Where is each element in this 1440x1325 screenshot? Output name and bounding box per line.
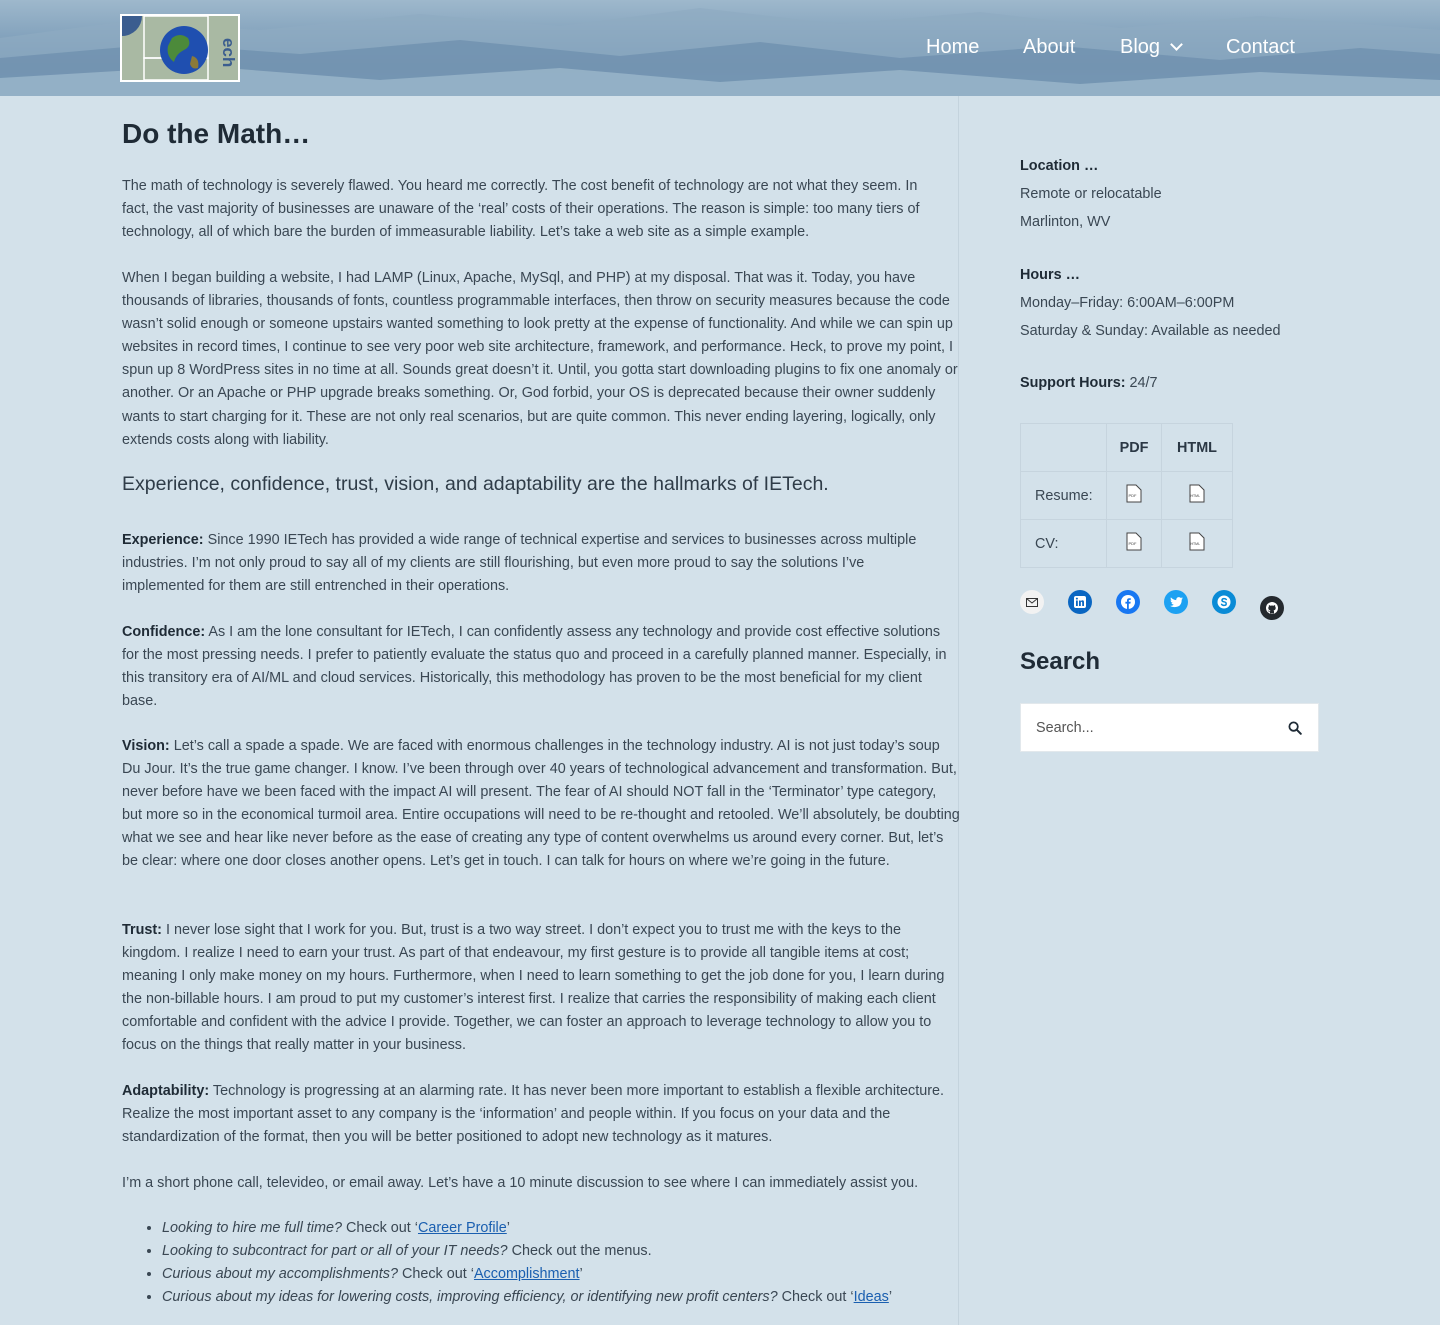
skype-icon[interactable] <box>1212 590 1236 614</box>
list-item <box>162 1263 892 1286</box>
adaptability-label: Adaptability: <box>122 1083 210 1099</box>
list-item-text: Check out ‘ <box>341 1220 418 1236</box>
svg-text:HTML: HTML <box>1190 542 1201 546</box>
cv-row-label: CV: <box>1021 520 1107 568</box>
svg-text:PDF: PDF <box>1128 493 1137 498</box>
resume-pdf-cell <box>1107 472 1162 520</box>
adaptability-paragraph <box>122 1080 960 1149</box>
table-corner-cell <box>1021 424 1107 472</box>
ideas-link[interactable]: Ideas <box>853 1289 889 1306</box>
trust-text: I never lose sight that I work for you. But, trust is a two way street. I don’t expect you to trust me with the keys to the kingdom. I realize I need to earn your trust. As part of that endeavour, my first gesture is to provide all tangible items at cost; meaning I only make money on my hours. Furthermore, when I need to learn something to get the job done for you, I learn during the non-billable hours. I am proud to put my customer’s interest first. I realize that carries the responsibility of making each client comfortable and confident with the advice I provide. Together, we can foster an approach to leverage technology to allow you to focus on the things that really matter in your business. <box>122 922 945 1054</box>
intro-paragraph: The math of technology is severely flawed. You heard me correctly. The cost benefit of technology are not what they seem. In fact, the vast majority of businesses are unaware of the ‘real’ costs of their operations. The reason is simple: too many tiers of technology, all of which bare the burden of immeasurable liability. Let’s take a web site as a simple example. <box>122 178 920 241</box>
accomplishment-link[interactable]: Accomplishment <box>473 1266 580 1283</box>
page-title: Do the Math… <box>122 118 311 149</box>
resume-row-label: Resume: <box>1021 472 1107 520</box>
cv-html-cell <box>1162 520 1233 568</box>
table-row <box>1021 520 1233 568</box>
site-header <box>0 0 1440 96</box>
hours-label: Hours … <box>1020 267 1080 283</box>
experience-label: Experience: <box>122 532 204 548</box>
hours-line1: Monday–Friday: 6:00AM–6:00PM <box>1020 295 1235 311</box>
nav-blog-label: Blog <box>1120 36 1161 58</box>
list-item-text: ’ <box>506 1220 510 1236</box>
search-heading: Search <box>1020 648 1101 675</box>
support-hours-label: Support Hours: <box>1020 375 1126 391</box>
list-item <box>162 1217 892 1240</box>
chevron-down-icon <box>1170 38 1183 51</box>
resume-pdf-icon[interactable] <box>1126 484 1142 503</box>
site-logo[interactable] <box>120 14 240 82</box>
resume-html-icon[interactable] <box>1189 484 1205 503</box>
lamp-paragraph: When I began building a website, I had LAMP (Linux, Apache, MySql, and PHP) at my disposal. That was it. Today, you have thousands of libraries, thousands of fonts, countless programmable interfaces, then throw on security measures because the code wasn’t solid enough or someone upstairs wanted something to look pretty at the expense of functionality. And while we can spin up websites in record times, I continue to see very poor web site architecture, framework, and performance. Heck, to prove my point, I spun up 8 WordPress sites in no time at all. Sounds great doesn’t it. Until, you gotta start downloading plugins to fix one anomaly or another. Or an Apache or PHP upgrade breaks something. Or, God forbid, your OS is deprecated because their owner suddenly wants to start charging for it. These are not only real scenarios, but are quite common. This never ending layering, logically, only extends costs along with liability. <box>122 270 958 448</box>
twitter-icon[interactable] <box>1164 590 1188 614</box>
cv-pdf-cell <box>1107 520 1162 568</box>
documents-table <box>1020 423 1233 568</box>
search-form <box>1020 703 1319 752</box>
list-item-question: Looking to subcontract for part or all of your IT needs? <box>162 1243 508 1260</box>
hours-line2: Saturday & Sunday: Available as needed <box>1020 323 1281 339</box>
search-icon[interactable] <box>1288 721 1302 735</box>
cv-html-icon[interactable] <box>1189 532 1205 551</box>
list-item-question: Curious about my ideas for lowering costs, improving efficiency, or identifying new profit centers? <box>162 1289 778 1306</box>
career-profile-link[interactable]: Career Profile <box>417 1220 507 1236</box>
experience-paragraph <box>122 529 932 598</box>
confidence-label: Confidence: <box>122 624 206 640</box>
svg-text:HTML: HTML <box>1190 494 1201 498</box>
cv-pdf-icon[interactable] <box>1126 532 1142 551</box>
experience-text: Since 1990 IETech has provided a wide range of technical expertise and services to businesses across multiple industries. I’m not only proud to say all of my clients are still flourishing, but even more proud to say the solutions I’ve implemented for them are still entrenched in their operations. <box>122 532 917 595</box>
list-item <box>162 1286 892 1309</box>
location-heading <box>1020 158 1098 174</box>
adaptability-text: Technology is progressing at an alarming rate. It has never been more important to establish a flexible architecture. Realize the most important asset to any company is the ‘information’ and people within. If you focus on your data and the standardization of the format, then you will be better positioned to adopt new technology as it matures. <box>122 1083 945 1146</box>
nav-contact[interactable]: Contact <box>1226 36 1295 58</box>
support-hours <box>1020 375 1158 391</box>
resume-html-cell <box>1162 472 1233 520</box>
html-column-header: HTML <box>1162 424 1233 472</box>
list-item-text: Check out ‘ <box>397 1266 474 1283</box>
linkedin-icon[interactable] <box>1068 590 1092 614</box>
nav-blog[interactable] <box>1120 36 1181 59</box>
list-item-question: Looking to hire me full time? <box>162 1220 342 1236</box>
hallmarks-heading: Experience, confidence, trust, vision, and adaptability are the hallmarks of IETech. <box>122 473 829 495</box>
list-item-text: Check out ‘ <box>777 1289 854 1306</box>
list-item-text: Check out the menus. <box>507 1243 652 1260</box>
email-icon[interactable] <box>1020 590 1044 614</box>
table-header-row <box>1021 424 1233 472</box>
vision-label: Vision: <box>122 738 170 754</box>
location-line2: Marlinton, WV <box>1020 214 1111 230</box>
logo-letters: ech <box>219 38 238 68</box>
location-label: Location … <box>1020 158 1099 174</box>
nav-about[interactable]: About <box>1023 36 1076 58</box>
call-to-action-list <box>162 1217 892 1309</box>
github-icon[interactable] <box>1260 596 1284 620</box>
list-item-text: ’ <box>579 1266 583 1283</box>
list-item-text: ’ <box>888 1289 893 1306</box>
pdf-column-header: PDF <box>1107 424 1162 472</box>
location-line1: Remote or relocatable <box>1020 186 1162 202</box>
closing-paragraph: I’m a short phone call, televideo, or email away. Let’s have a 10 minute discussion to see where I can immediately assist you. <box>122 1175 919 1191</box>
hours-heading <box>1020 267 1080 283</box>
trust-label: Trust: <box>122 922 162 938</box>
list-item <box>162 1240 892 1263</box>
vision-text: Let’s call a spade a spade. We are faced with enormous challenges in the technology industry. AI is not just today’s soup Du Jour. It’s the true game changer. I know. I’ve been through over 40 years of technological advancement and transformation. But, never before have we been faced with the impact AI will present. The fear of AI should NOT fall in the ‘Terminator’ type category, but more so in the economical turmoil area. Entire occupations will need to be re-thought and retooled. We’ll absolutely, be doubting what we see and hear like never before as the ease of creating any type of content overwhelms us around every corner. But, let’s be clear: where one door closes another opens. Let’s get in touch. I can talk for hours on where we’re going in the future. <box>122 738 960 870</box>
confidence-paragraph <box>122 621 960 713</box>
confidence-text: As I am the lone consultant for IETech, I can confidently assess any technology and provide cost effective solutions for the most pressing needs. I prefer to patiently evaluate the status quo and proceed in a carefully planned manner. Especially, in this transitory era of AI/ML and cloud services. Historically, this methodology has proven to be the most beneficial for my client base. <box>122 624 947 710</box>
trust-paragraph <box>122 919 958 1058</box>
nav-home[interactable]: Home <box>926 36 980 58</box>
table-row <box>1021 472 1233 520</box>
facebook-icon[interactable] <box>1116 590 1140 614</box>
search-input[interactable] <box>1021 704 1281 751</box>
svg-text:PDF: PDF <box>1128 541 1137 546</box>
vision-paragraph <box>122 735 960 874</box>
list-item-question: Curious about my accomplishments? <box>162 1266 398 1283</box>
support-hours-value: 24/7 <box>1125 375 1158 391</box>
